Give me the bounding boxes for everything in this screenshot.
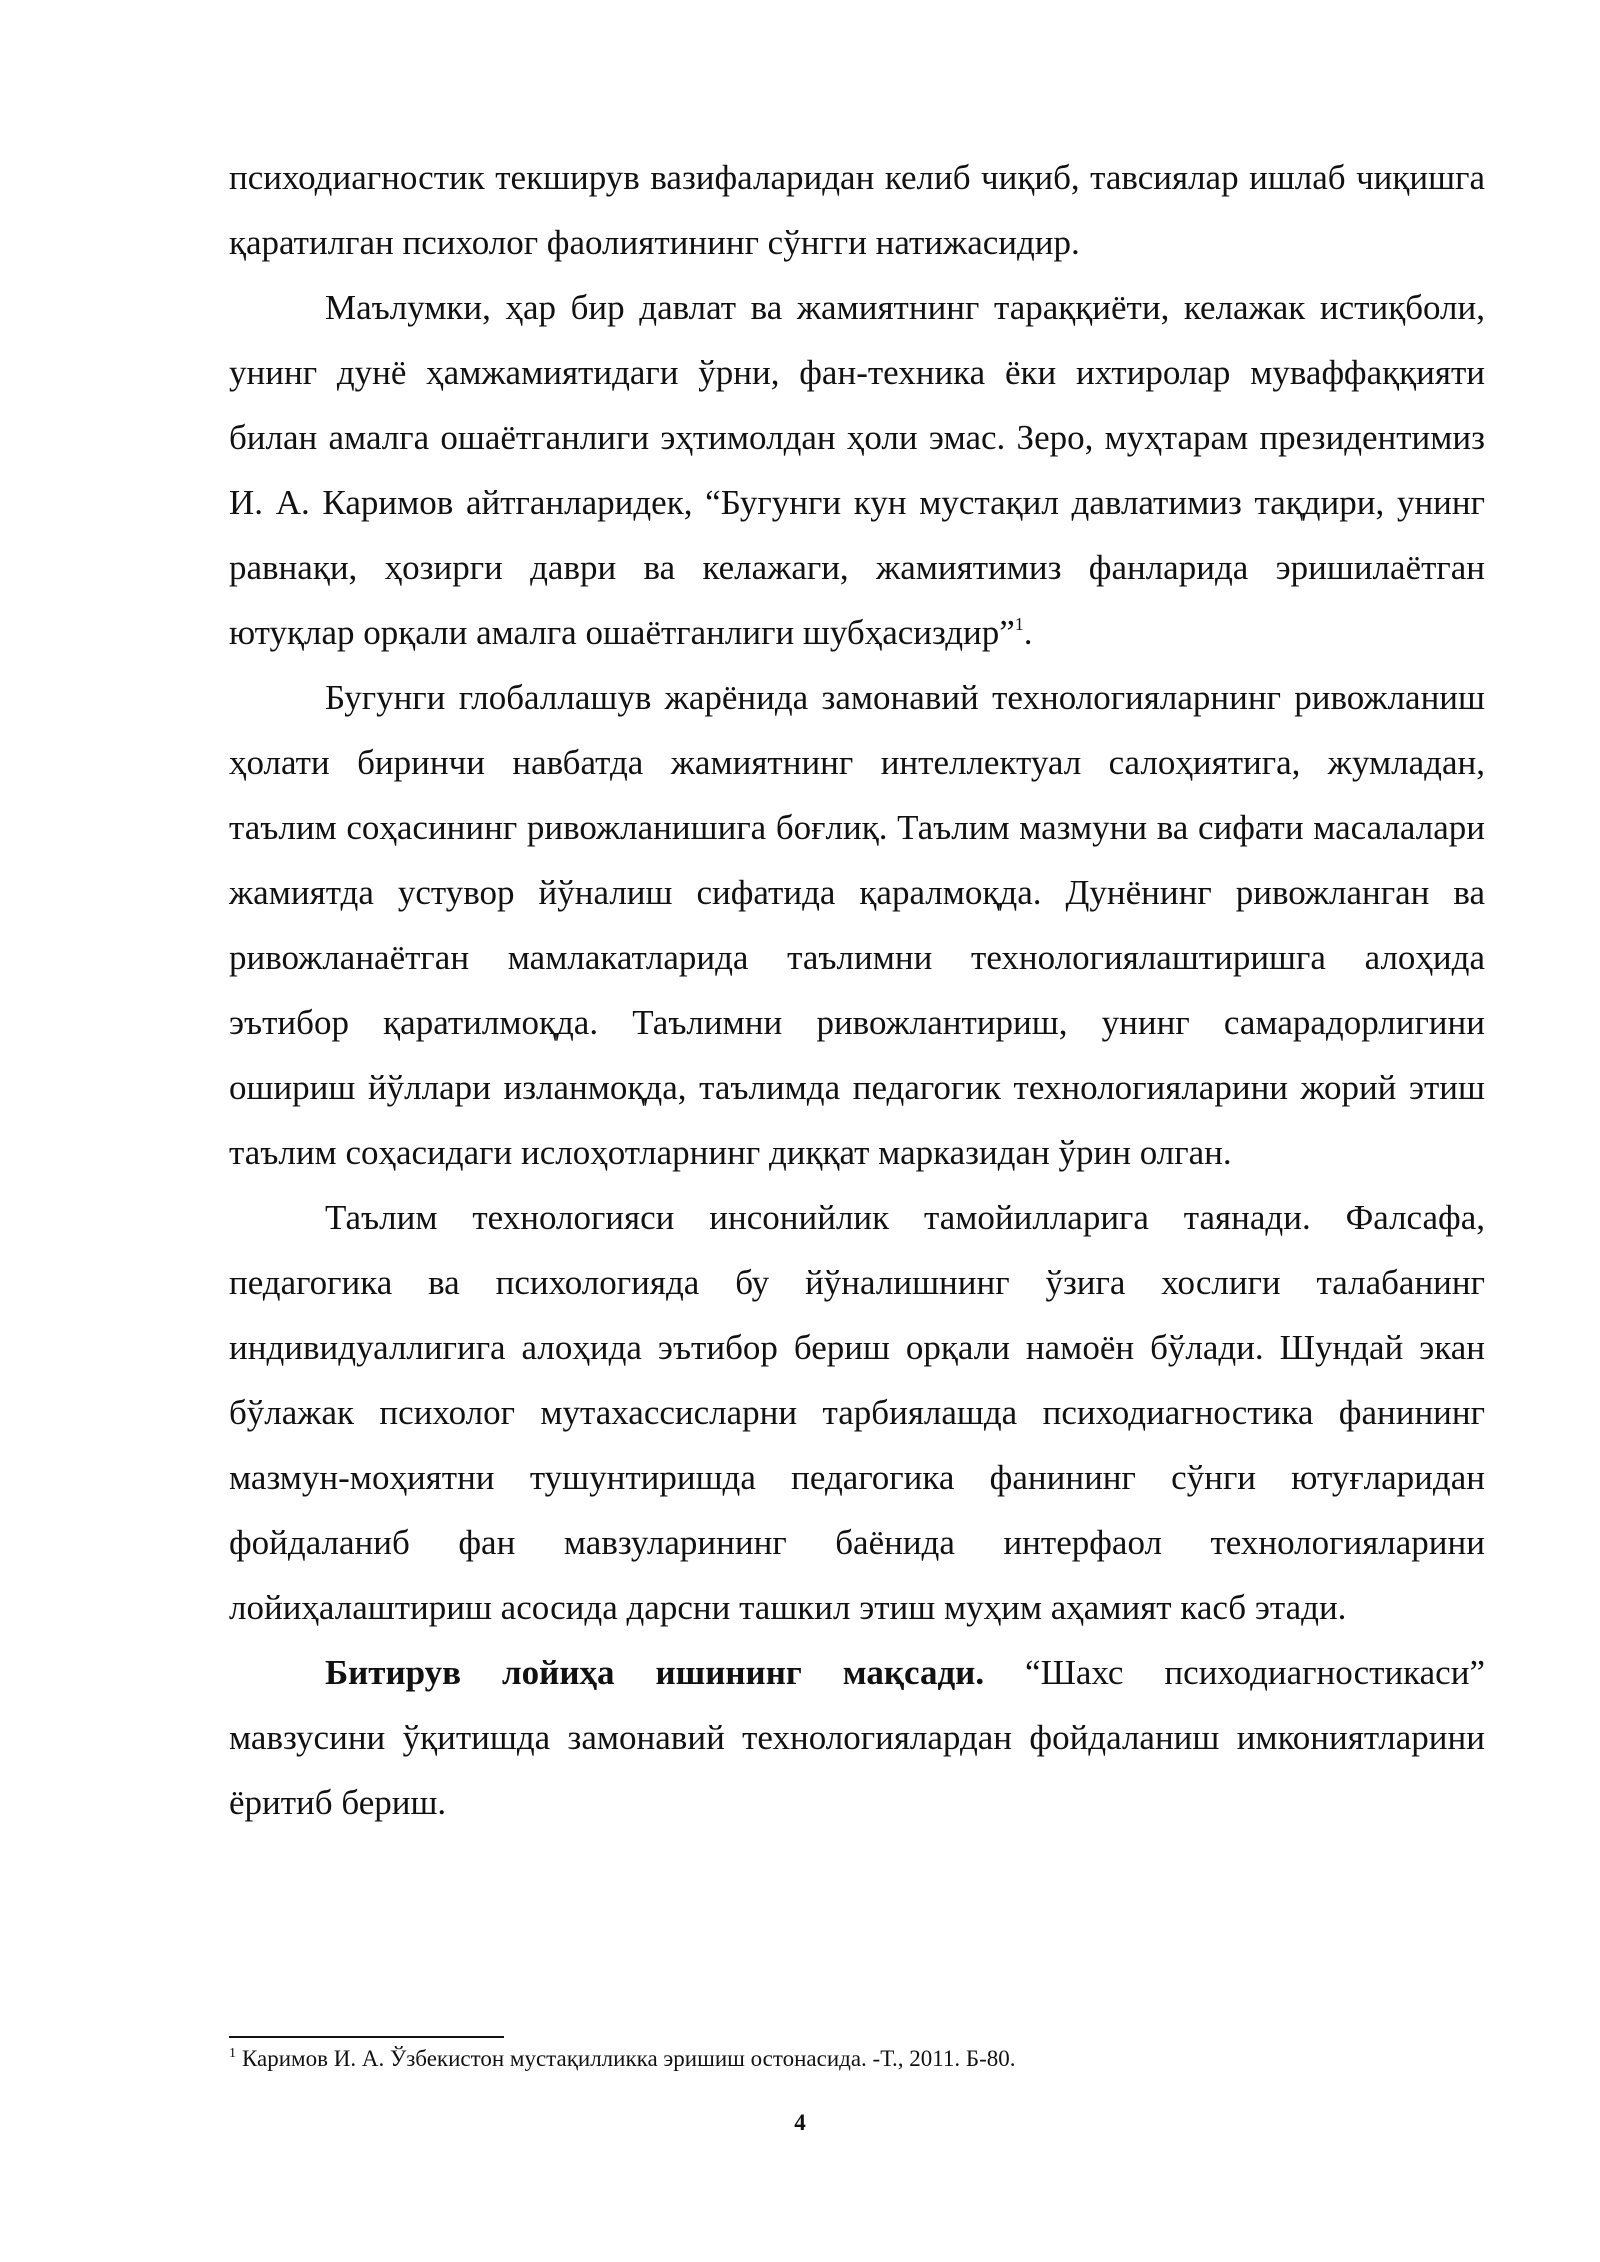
paragraph-1 bbox=[229, 145, 1485, 275]
paragraph-2-text: Маълумки, ҳар бир давлат ва жамиятнинг тараққиёти, келажак истиқболи, унинг дунё ҳамжамиятидаги ўрни, фан-техника ёки ихтиролар муваффаққияти билан амалга ошаётганлиги эҳтимолдан ҳоли эмас. Зеро, муҳтарам президентимиз И. А. Каримов айтганларидек, “Бугунги кун мустақил давлатимиз тақдири, унинг равнақи, ҳозирги даври ва келажаги, жамиятимиз фанларида эришилаётган ютуқлар орқали амалга ошаётганлиги шубҳасиздир” bbox=[229, 288, 1485, 652]
goal-heading: Битирув лойиҳа ишининг мақсади. bbox=[325, 1653, 985, 1692]
footnote-mark: 1 bbox=[229, 2046, 236, 2061]
paragraph-5-text: “Шахс психодиагностикаси” мавзусини ўқитишда замонавий технологиялардан фойдаланиш имкониятларини ёритиб бериш. bbox=[229, 1653, 1485, 1822]
paragraph-2 bbox=[229, 275, 1485, 665]
page-number: 4 bbox=[794, 2110, 806, 2135]
paragraph-4-text: Таълим технологияси инсонийлик тамойилларига таянади. Фалсафа, педагогика ва психологияда бу йўналишнинг ўзига хослиги талабанинг индивидуаллигига алоҳида эътибор бериш орқали намоён бўлади. Шундай экан бўлажак психолог мутахассисларни тарбиялашда психодиагностика фанининг мазмун-моҳиятни тушунтиришда педагогика фанининг сўнги ютуғларидан фойдаланиб фан мавзуларининг баёнида интерфаол технологияларини лойиҳалаштириш асосида дарсни ташкил этиш муҳим аҳамият касб этади. bbox=[229, 1198, 1485, 1627]
paragraph-3-text: Бугунги глобаллашув жарёнида замонавий технологияларнинг ривожланиш ҳолати биринчи навбатда жамиятнинг интеллектуал салоҳиятига, жумладан, таълим соҳасининг ривожланишига боғлиқ. Таълим мазмуни ва сифати масалалари жамиятда устувор йўналиш сифатида қаралмоқда. Дунёнинг ривожланган ва ривожланаётган мамлакатларида таълимни технологиялаштиришга алоҳида эътибор қаратилмоқда. Таълимни ривожлантириш, унинг самарадорлигини ошириш йўллари изланмоқда, таълимда педагогик технологияларини жорий этиш таълим соҳасидаги ислоҳотларнинг диққат марказидан ўрин олган. bbox=[229, 678, 1485, 1172]
footnote-text: Каримов И. А. Ўзбекистон мустақилликка эришиш остонасида. -Т., 2011. Б-80. bbox=[242, 2046, 1016, 2071]
footnote-reference[interactable]: 1 bbox=[1014, 614, 1024, 634]
document-body bbox=[229, 145, 1485, 1835]
paragraph-4 bbox=[229, 1185, 1485, 1640]
paragraph-3 bbox=[229, 665, 1485, 1185]
footnote-separator bbox=[229, 2036, 504, 2038]
footnote bbox=[229, 2044, 1485, 2074]
paragraph-5 bbox=[229, 1640, 1485, 1835]
paragraph-2-tail: . bbox=[1023, 613, 1033, 652]
paragraph-1-text: психодиагностик текширув вазифаларидан келиб чиқиб, тавсиялар ишлаб чиқишга қаратилган психолог фаолиятининг сўнгги натижасидир. bbox=[229, 158, 1485, 262]
